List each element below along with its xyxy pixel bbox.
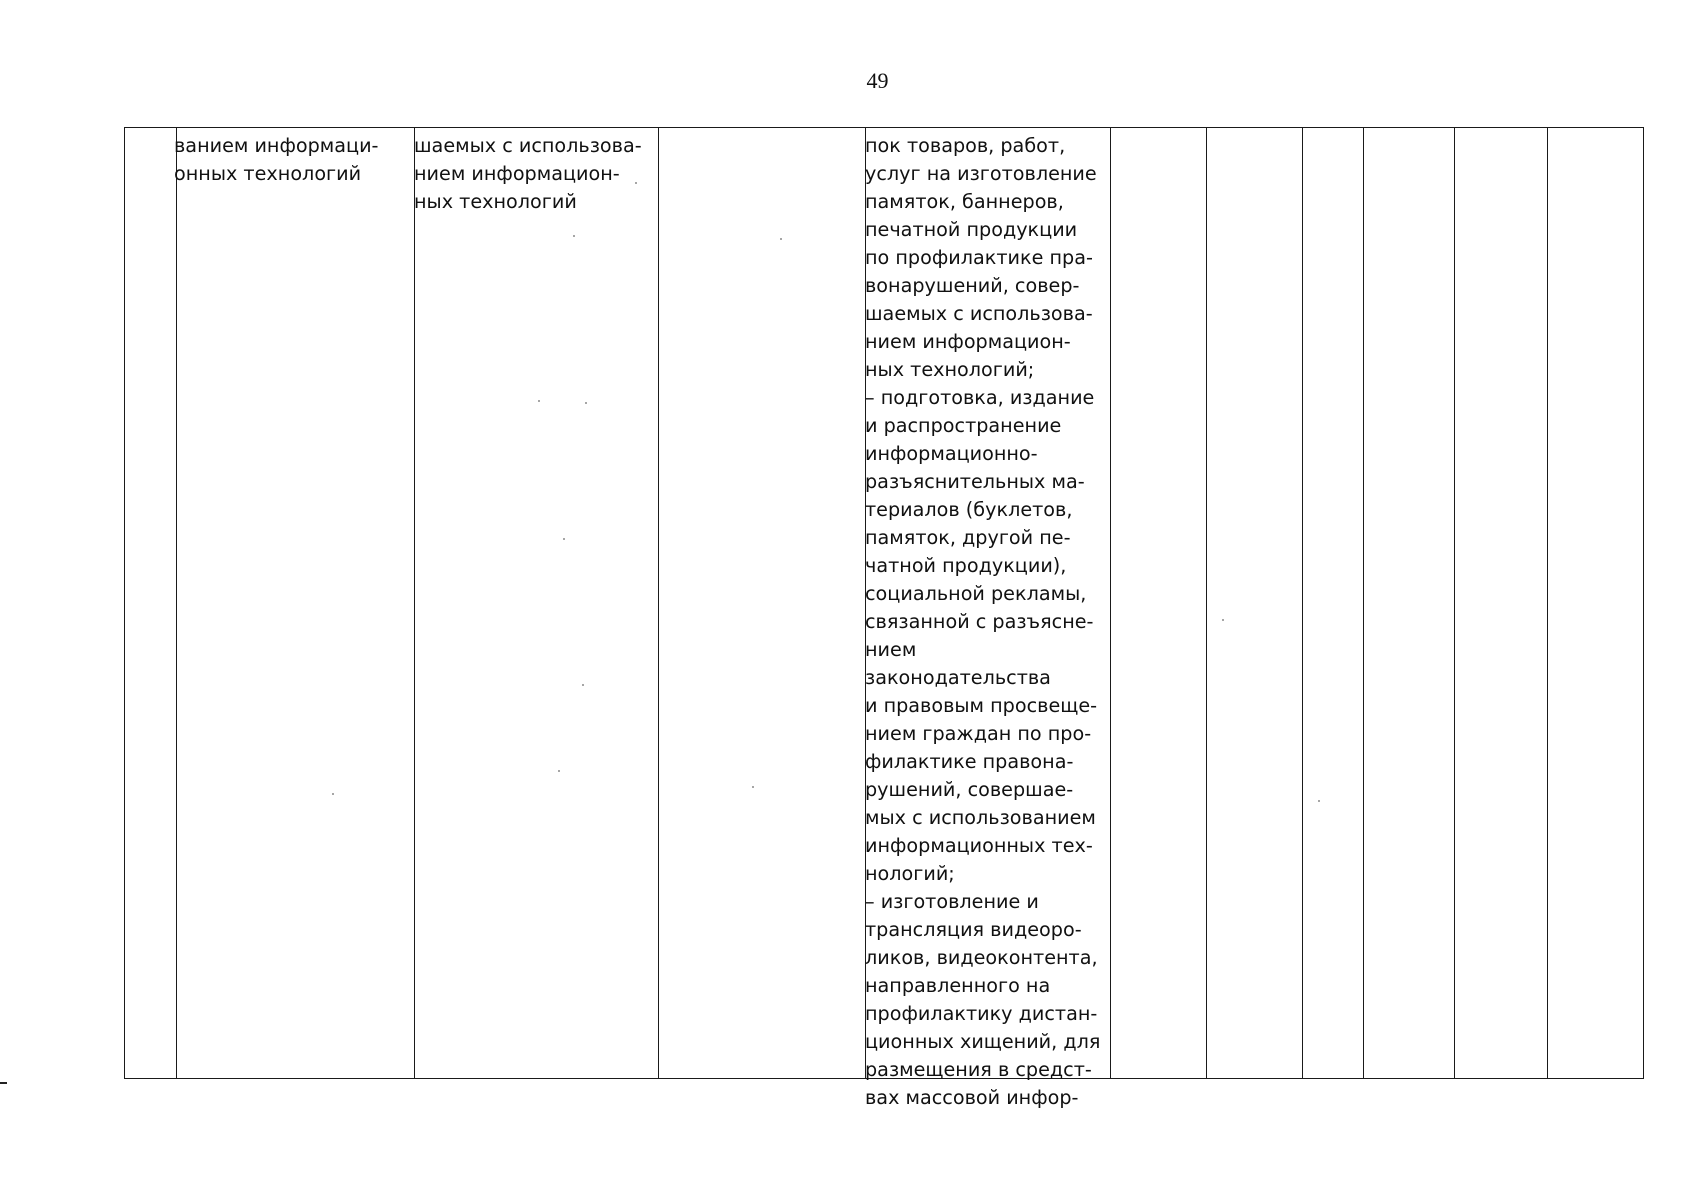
scan-speck	[538, 400, 540, 402]
table-cell-col5: пок товаров, работ, услуг на изготовление памяток, баннеров, печатной продукции по профилактике пра- вонарушений, совер- шаемых с использова- нием информацион- ных технологий; – подготовка, издание и распространение информационно- разъяснительных ма- териалов (буклетов, памяток, другой пе- чатной продукции), социальной рекламы, связанной с разъясне- нием законодательства и правовым просвеще- нием граждан по про- филактике правона- рушений, совершае- мых с использованием информационных тех- нологий; – изготовление и трансляция видеоро- ликов, видеоконтента, направленного на профилактику дистан- ционных хищений, для размещения в средст- вах массовой инфор-	[865, 134, 1101, 1109]
column-divider	[1110, 127, 1111, 1079]
scan-speck	[585, 402, 587, 404]
column-divider	[1547, 127, 1548, 1079]
scan-speck	[332, 793, 334, 795]
table-cell-col3: шаемых с использова- нием информацион- ных технологий	[414, 134, 642, 213]
column-divider	[1206, 127, 1207, 1079]
column-divider	[658, 127, 659, 1079]
scan-speck	[582, 684, 584, 686]
scan-edge-mark	[0, 1082, 7, 1084]
table-cell-col2: ванием информаци- онных технологий	[174, 134, 379, 185]
scan-speck	[1222, 619, 1224, 621]
scan-speck	[752, 786, 754, 788]
scan-speck	[573, 235, 575, 237]
scan-speck	[558, 770, 560, 772]
data-table	[124, 127, 1644, 1109]
scan-speck	[635, 182, 637, 184]
scan-speck	[780, 238, 782, 240]
page-number: 49	[866, 68, 889, 93]
scan-speck	[563, 538, 565, 540]
column-divider	[414, 127, 415, 1079]
column-divider	[1363, 127, 1364, 1079]
scan-speck	[1318, 800, 1320, 802]
column-divider	[1302, 127, 1303, 1079]
column-divider	[176, 127, 177, 1079]
column-divider	[1454, 127, 1455, 1079]
